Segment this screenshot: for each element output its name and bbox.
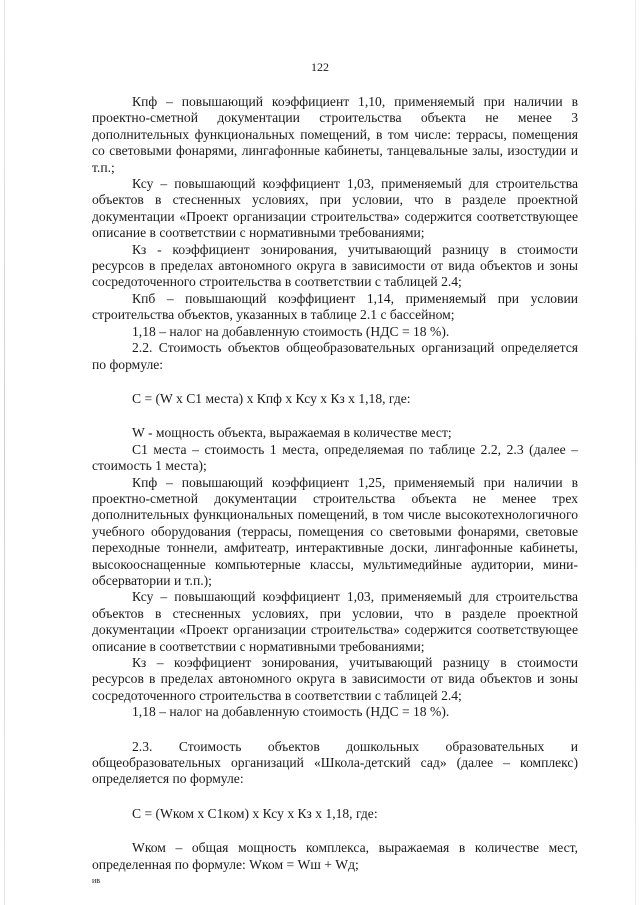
document-body [92, 94, 578, 873]
paragraph-kpf-2: Кпф – повышающий коэффициент 1,25, применяемый при наличии в проектно-сметной документации строительства объекта не менее трех дополнительных функциональных помещений, в том числе высокотехнологичного учебного оборудования (террасы, помещения со световыми фонарями, световые переходные тоннели, амфитеатр, интерактивные доски, лингафонные кабинеты, высокооснащенные компьютерные классы, мультимедийные аудитории, мини-обсерватории и т.п.); [92, 474, 578, 588]
paragraph-ksu-2: Ксу – повышающий коэффициент 1,03, применяемый для строительства объектов в стесненных условиях, при условии, что в разделе проектной документации «Проект организации строительства» содержится соответствующее описание в соответствии с нормативными требованиями; [92, 589, 578, 654]
paragraph-section-2-3: 2.3. Стоимость объектов дошкольных образовательных и общеобразовательных организаций «Школа-детский сад» (далее – комплекс) определяется по формуле: [92, 738, 578, 787]
scan-edge-right [635, 0, 636, 905]
formula-2-3: С = (Wком х С1ком) х Ксу х Кз х 1,18, где: [132, 805, 378, 821]
paragraph-kpf-1: Кпф – повышающий коэффициент 1,10, применяемый при наличии в проектно-сметной документации строительства объекта не менее 3 дополнительных функциональных помещений, в том числе: террасы, помещения со световыми фонарями, лингафонные кабинеты, танцевальные залы, изостудии и т.п.; [92, 94, 578, 175]
page-number: 122 [311, 60, 329, 74]
paragraph-kz-1: Кз - коэффициент зонирования, учитывающий разницу в стоимости ресурсов в пределах автономного округа в зависимости от вида объектов и зоны сосредоточенного строительства в соответствии с таблицей 2.4; [92, 241, 578, 290]
paragraph-wkom: Wком – общая мощность комплекса, выражаемая в количестве мест, определенная по формуле: Wком = Wш + Wд; [92, 840, 578, 872]
paragraph-ksu-1: Ксу – повышающий коэффициент 1,03, применяемый для строительства объектов в стесненных условиях, при условии, что в разделе проектной документации «Проект организации строительства» содержится соответствующее описание в соответствии с нормативными требованиями; [92, 176, 578, 241]
paragraph-vat-2: 1,18 – налог на добавленную стоимость (НДС = 18 %). [132, 704, 450, 720]
formula-2-2: С = (W х С1 места) х Кпф х Ксу х Кз х 1,18, где: [132, 390, 411, 406]
paragraph-vat-1: 1,18 – налог на добавленную стоимость (НДС = 18 %). [132, 323, 450, 339]
paragraph-kpb: Кпб – повышающий коэффициент 1,14, применяемый при условии строительства объектов, указанных в таблице 2.1 с бассейном; [92, 290, 578, 323]
paragraph-c1: С1 места – стоимость 1 места, определяемая по таблице 2.2, 2.3 (далее – стоимость 1 места); [92, 441, 578, 474]
paragraph-section-2-2: 2.2. Стоимость объектов общеобразовательных организаций определяется по формуле: [92, 340, 578, 372]
paragraph-kz-2: Кз – коэффициент зонирования, учитывающий разницу в стоимости ресурсов в пределах автономного округа в зависимости от вида объектов и зоны сосредоточенного строительства в соответствии с таблицей 2.4; [92, 655, 578, 703]
footer-mark: ив [92, 876, 101, 885]
paragraph-w: W - мощность объекта, выражаемая в количестве мест; [132, 425, 452, 441]
scan-edge-left [4, 0, 5, 905]
